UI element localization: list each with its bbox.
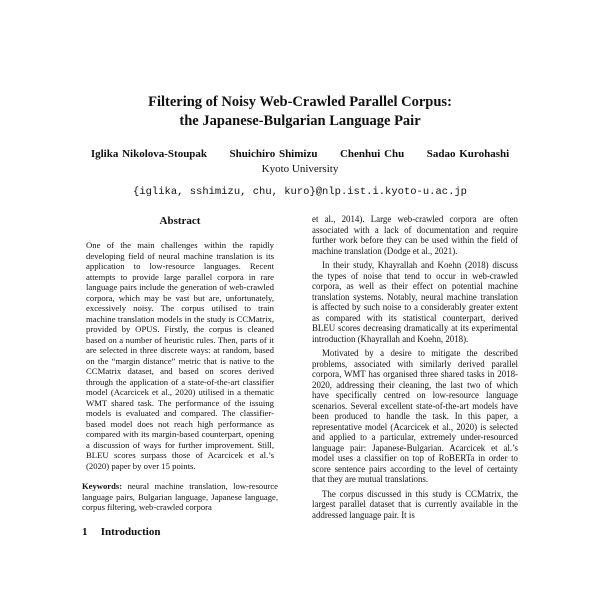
author-name: Shuichiro Shimizu (229, 148, 318, 160)
abstract-heading: Abstract (159, 215, 201, 227)
author-name: Sadao Kurohashi (426, 148, 510, 160)
author-emails: {iglika, sshimizu, chu, kuro}@nlp.ist.i.kyoto-u.ac.jp (133, 186, 467, 198)
paper-title-line-2: the Japanese-Bulgarian Language Pair (179, 113, 421, 129)
body-paragraph: The corpus discussed in this study is CCMatrix, the largest parallel dataset that is currently available in the addressed language pair. It is (312, 488, 518, 520)
author-list (0, 147, 600, 162)
author-name: Chenhui Chu (339, 148, 405, 160)
section-number: 1 (82, 525, 88, 538)
author-name: Iglika Nikolova-Stoupak (90, 148, 208, 160)
abstract-body: One of the main challenges within the rapidly developing field of neural machine translation is its application to low-resource languages. Recent attempts to provide large parallel corpora in rare language pairs include the generation of web-crawled corpora, which may be vast but are, unfortunately, excessively noisy. The corpus utilised to train machine translation models in the study is CCMatrix, provided by OPUS. Firstly, the corpus is cleaned based on a number of heuristic rules. Then, parts of it are selected in three discrete ways: at random, based on the “margin distance” metric that is native to the CCMatrix dataset, and based on scores derived through the application of a state-of-the-art classifier model (Acarcicek et al., 2020) utilised in a thematic WMT shared task. The performance of the issuing models is evaluated and compared. The classifier-based model does not reach high performance as compared with its margin-based counterpart, opening a discussion of ways for further improvement. Still, BLEU scores surpass those of Acarcicek et al.’s (2020) paper by over 15 points. (86, 240, 274, 471)
affiliation: Kyoto University (261, 163, 339, 175)
left-column (82, 214, 278, 539)
keywords-label: Keywords: (82, 481, 123, 491)
section-heading-introduction (82, 526, 278, 539)
body-paragraph: et al., 2014). Large web-crawled corpora are often associated with a lack of documentation and require further work before they can be used within the field of machine translation (Dodge et al., 2021). (312, 214, 518, 256)
body-paragraph: In their study, Khayrallah and Koehn (2018) discuss the types of noise that tend to occur in web-crawled corpora, as well as their effect on potential machine translation systems. Notably, neural machine translation is affected by such noise to a considerably greater extent as compared with its statistical counterpart, derived BLEU scores decreasing dramatically at its experimental introduction (Khayrallah and Koehn, 2018). (312, 260, 518, 344)
body-paragraph: Motivated by a desire to mitigate the described problems, associated with similarly derived parallel corpora, WMT has organised three shared tasks in 2018-2020, addressing their cleaning, the last two of which have specifically centred on low-resource language scenarios. Several excellent state-of-the-art models have been produced to handle the task. In this paper, a representative model (Acarcicek et al., 2020) is selected and applied to a particular, extremely under-resourced language pair: Japanese-Bulgarian. Acarcicek et al.’s model uses a classifier on top of RoBERTa in order to score sentence pairs according to the level of certainty that they are mutual translations. (312, 348, 518, 484)
right-column (312, 214, 518, 520)
section-title: Introduction (100, 525, 161, 538)
paper-title (0, 93, 600, 131)
paper-title-line-1: Filtering of Noisy Web-Crawled Parallel Corpus: (148, 94, 452, 110)
keywords-text: neural machine translation, low-resource language pairs, Bulgarian language, Japanese language, corpus filtering, web-crawled corpora (82, 481, 278, 512)
keywords (82, 481, 278, 513)
